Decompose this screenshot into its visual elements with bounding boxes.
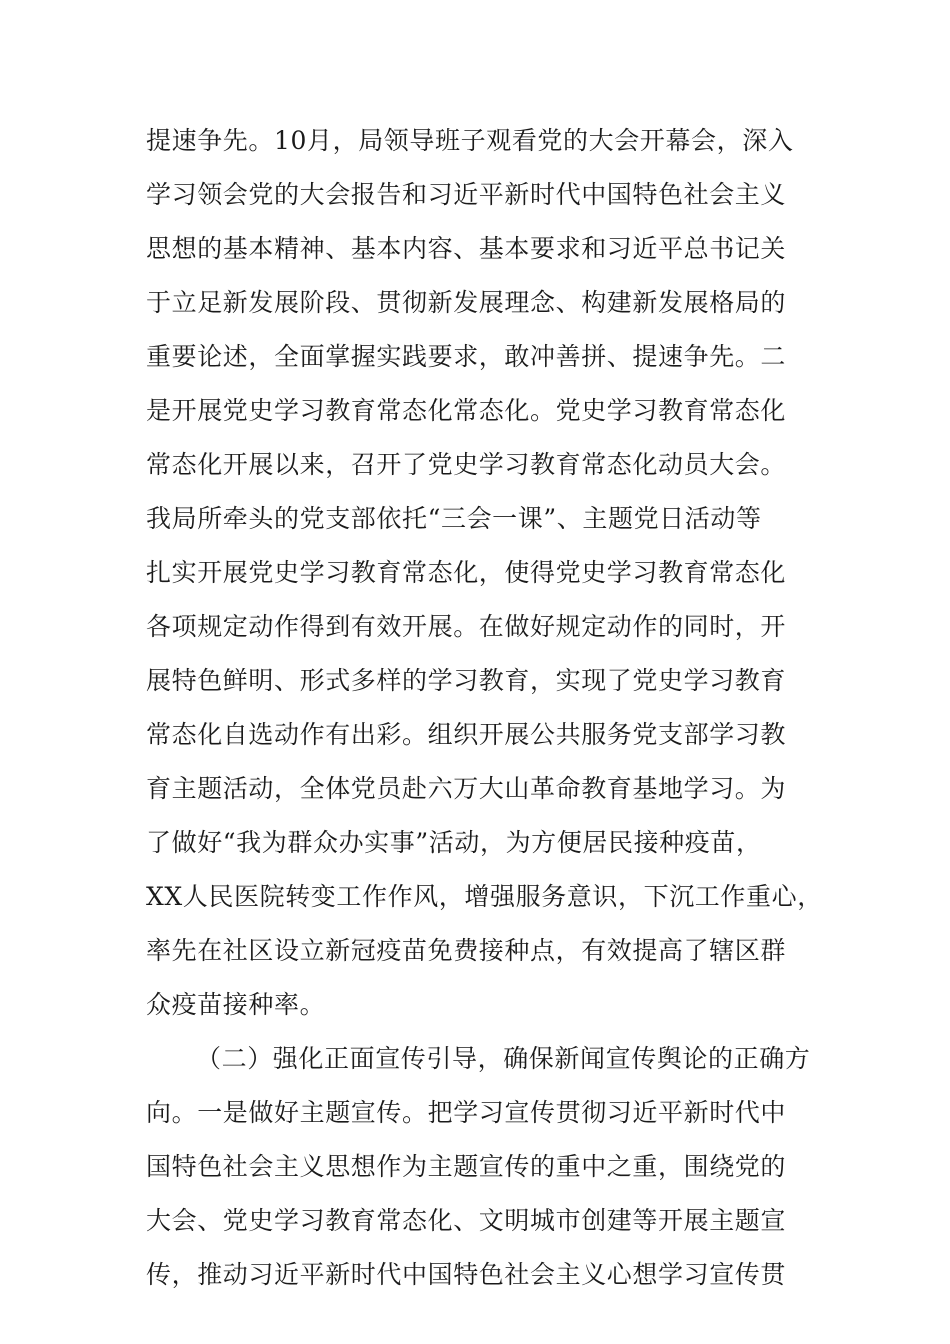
text-line: 国特色社会主义思想作为主题宣传的重中之重，围绕党的 bbox=[146, 1152, 787, 1181]
text-line: 育主题活动，全体党员赴六万大山革命教育基地学习。为 bbox=[146, 774, 787, 803]
text-line: 各项规定动作得到有效开展。在做好规定动作的同时，开 bbox=[146, 612, 787, 641]
text-line: 扎实开展党史学习教育常态化，使得党史学习教育常态化 bbox=[146, 558, 787, 587]
text-line: 常态化开展以来，召开了党史学习教育常态化动员大会。 bbox=[146, 450, 787, 479]
text-line: 大会、党史学习教育常态化、文明城市创建等开展主题宣 bbox=[146, 1206, 787, 1235]
text-line: XX人民医院转变工作作风，增强服务意识，下沉工作重心， bbox=[146, 882, 823, 911]
text-line: 于立足新发展阶段、贯彻新发展理念、构建新发展格局的 bbox=[146, 288, 787, 317]
text-line: 了做好“我为群众办实事”活动，为方便居民接种疫苗， bbox=[146, 828, 762, 857]
text-line: 常态化自选动作有出彩。组织开展公共服务党支部学习教 bbox=[146, 720, 787, 749]
text-line: 重要论述，全面掌握实践要求，敢冲善拼、提速争先。二 bbox=[146, 342, 787, 371]
text-line: 率先在社区设立新冠疫苗免费接种点，有效提高了辖区群 bbox=[146, 936, 787, 965]
text-line: 学习领会党的大会报告和习近平新时代中国特色社会主义 bbox=[146, 180, 787, 209]
text-line: 展特色鲜明、形式多样的学习教育，实现了党史学习教育 bbox=[146, 666, 787, 695]
text-line: 思想的基本精神、基本内容、基本要求和习近平总书记关 bbox=[146, 234, 787, 263]
section-heading-line: （二）强化正面宣传引导，确保新闻宣传舆论的正确方 bbox=[196, 1044, 811, 1073]
text-line: 众疫苗接种率。 bbox=[146, 990, 326, 1019]
text-line: 向。一是做好主题宣传。把学习宣传贯彻习近平新时代中 bbox=[146, 1098, 787, 1127]
text-line: 是开展党史学习教育常态化常态化。党史学习教育常态化 bbox=[146, 396, 787, 425]
text-line: 传，推动习近平新时代中国特色社会主义心想学习宣传贯 bbox=[146, 1260, 787, 1289]
text-line: 我局所牵头的党支部依托“三会一课”、主题党日活动等 bbox=[146, 504, 762, 533]
text-line: 提速争先。10月，局领导班子观看党的大会开幕会，深入 bbox=[146, 126, 794, 155]
